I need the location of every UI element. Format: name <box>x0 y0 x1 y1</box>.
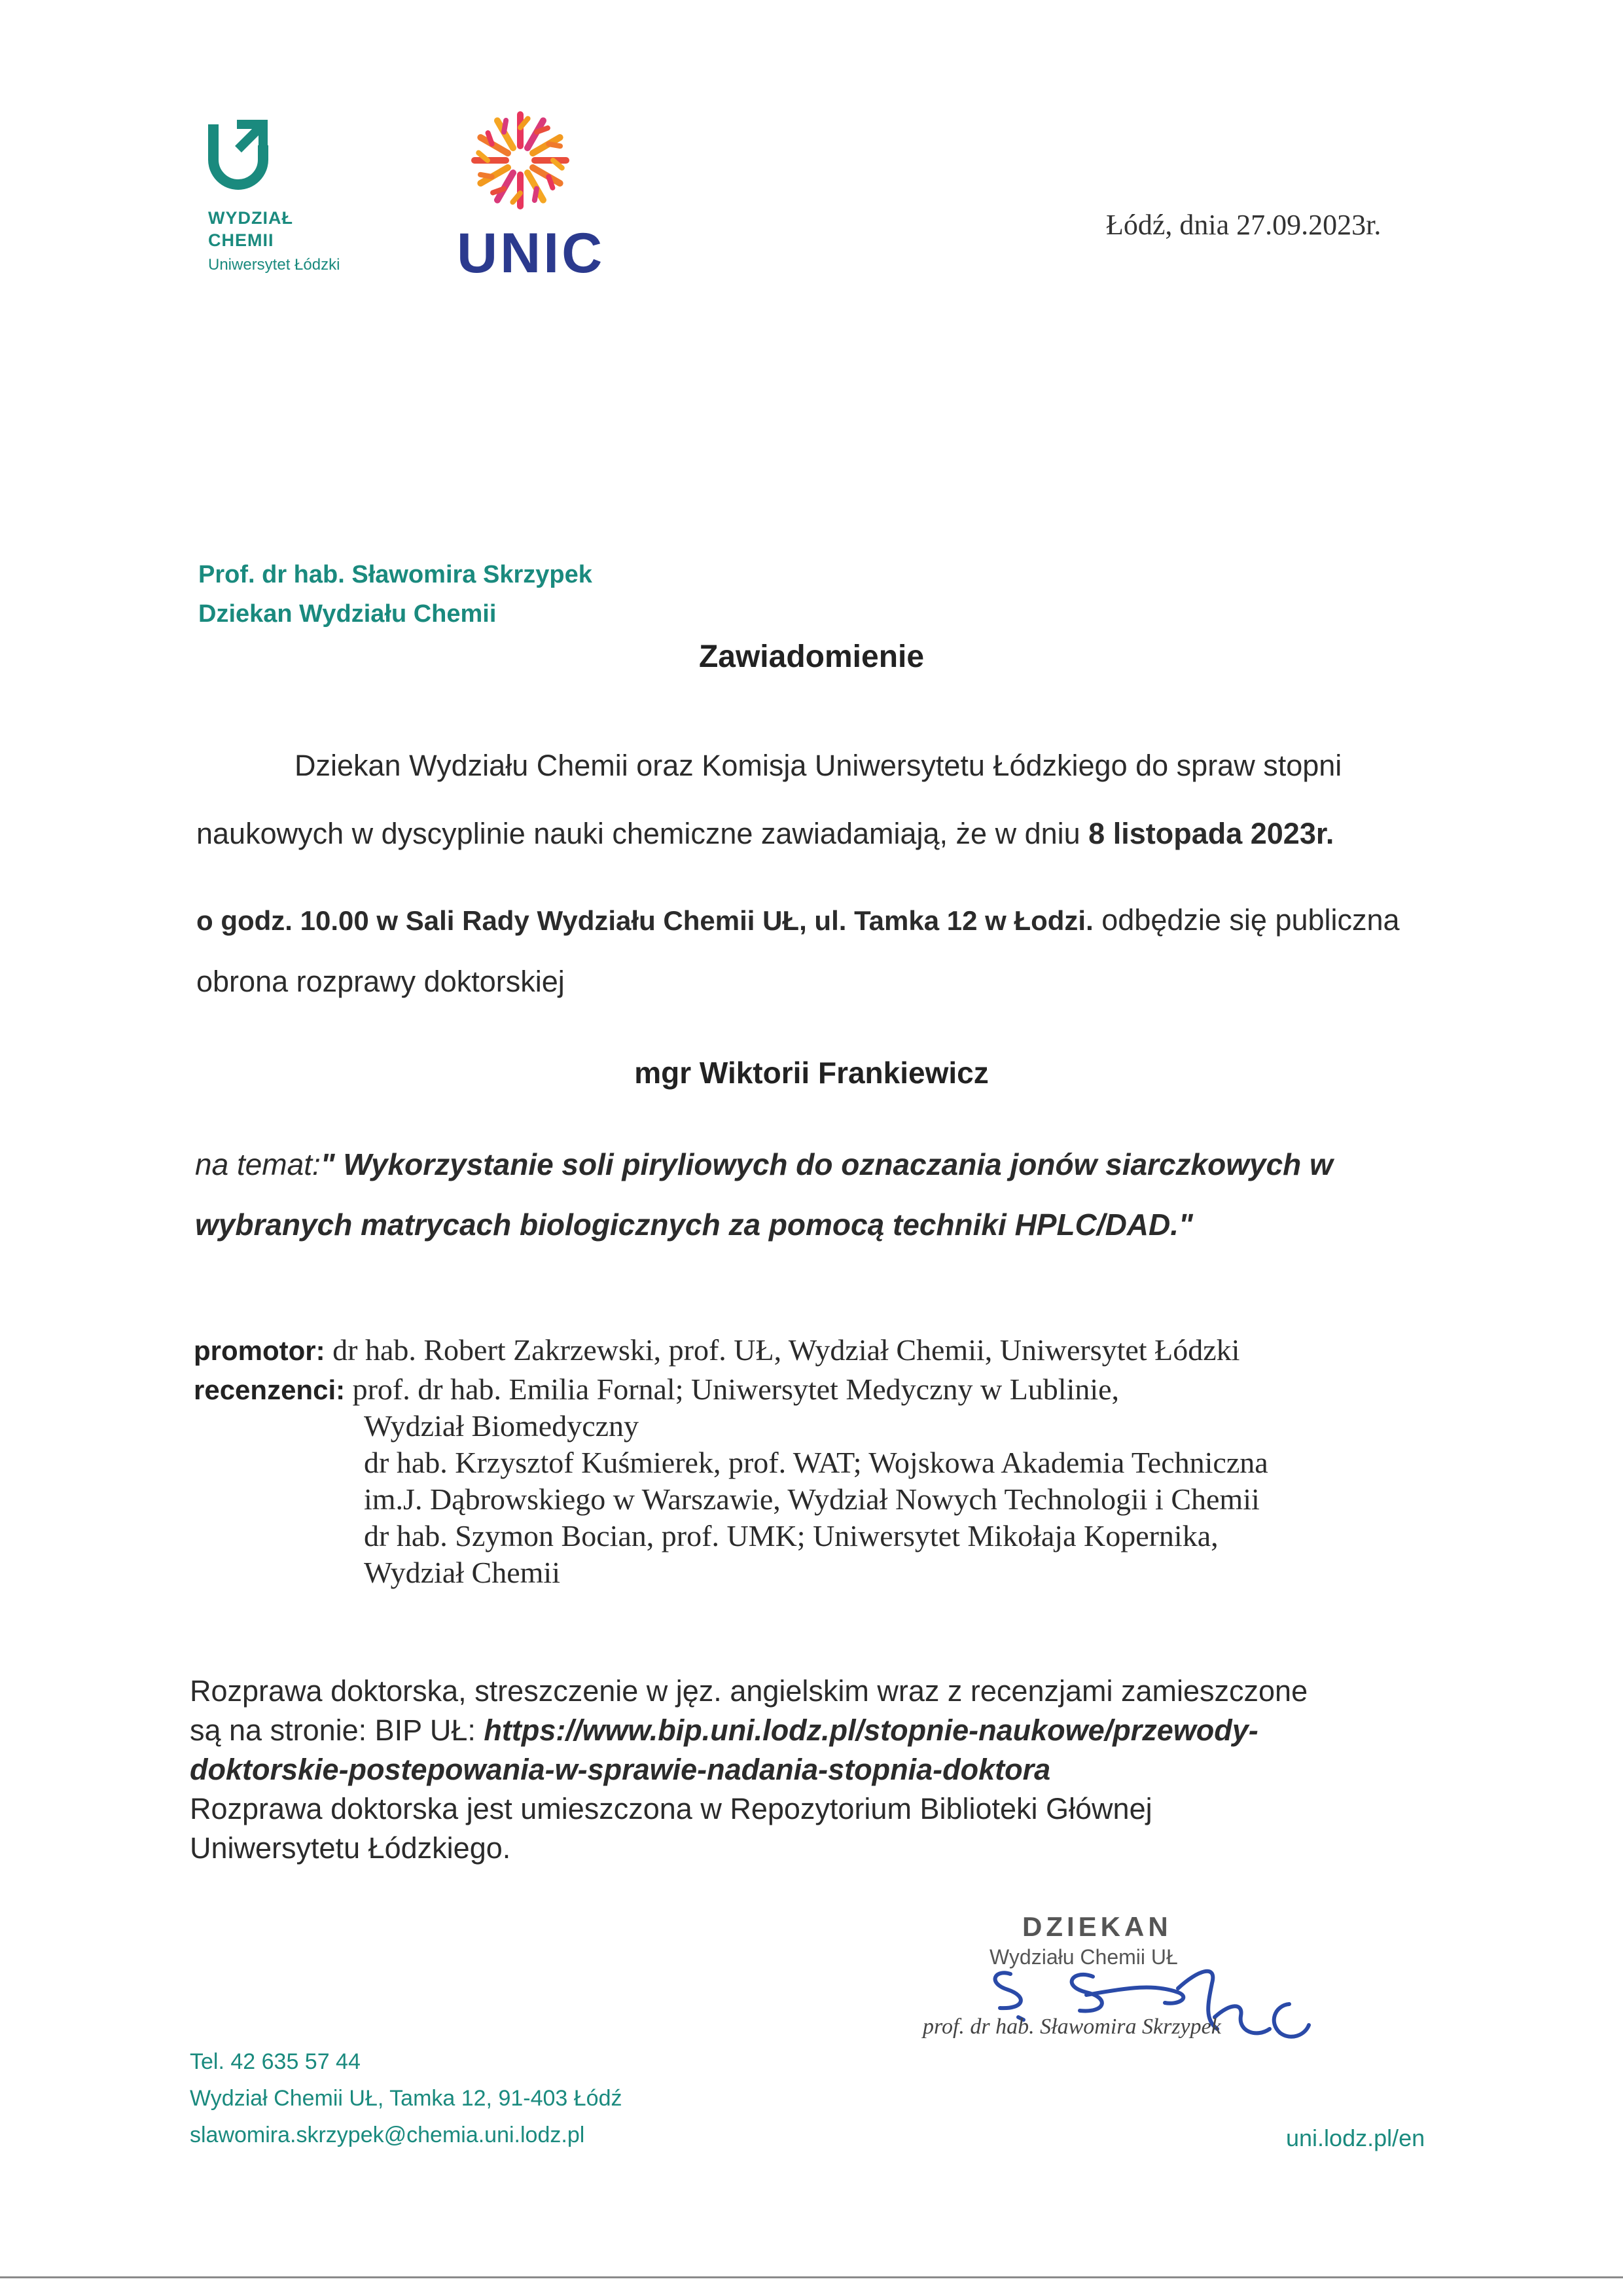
footer-address: Wydział Chemii UŁ, Tamka 12, 91-403 Łódź <box>190 2086 622 2111</box>
topic-title-part-1: " Wykorzystanie soli piryliowych do oznaczania jonów siarczkowych w <box>320 1147 1333 1181</box>
defense-date: 8 listopada 2023r. <box>1088 817 1334 850</box>
unic-starburst-icon <box>458 105 582 216</box>
info-line-2-text: są na stronie: BIP UŁ: <box>190 1713 484 1747</box>
bip-link-cont[interactable]: doktorskie-postepowania-w-sprawie-nadania-stopnia-doktora <box>190 1753 1051 1786</box>
faculty-logo-text <box>208 207 378 276</box>
unic-ray-branch <box>480 175 492 177</box>
addressee <box>198 555 592 634</box>
faculty-logo-line1: WYDZIAŁ <box>208 208 293 228</box>
footer-phone: Tel. 42 635 57 44 <box>190 2049 361 2074</box>
faculty-logo-line2: CHEMII <box>208 230 274 250</box>
footer-email[interactable]: slawomira.skrzypek@chemia.uni.lodz.pl <box>190 2123 585 2147</box>
topic-label: na temat: <box>195 1147 321 1181</box>
topic-title-part-2: wybranych matrycach biologicznych za pomocą techniki HPLC/DAD." <box>195 1208 1193 1242</box>
document-date: Łódź, dnia 27.09.2023r. <box>1106 209 1382 241</box>
reviewer-2-cont: im.J. Dąbrowskiego w Warszawie, Wydział Nowych Technologii i Chemii <box>364 1482 1260 1516</box>
promotor-line <box>194 1333 1240 1367</box>
body-line-3-text: odbędzie się publiczna <box>1093 903 1400 937</box>
reviewers-label: recenzenci: <box>194 1374 346 1405</box>
reviewer-2: dr hab. Krzysztof Kuśmierek, prof. WAT; Wojskowa Akademia Techniczna <box>364 1446 1268 1479</box>
addressee-position: Dziekan Wydziału Chemii <box>198 600 497 628</box>
stamp-name: prof. dr hab. Sławomira Skrzypek <box>923 2015 1221 2039</box>
body-line-1: Dziekan Wydziału Chemii oraz Komisja Uniwersytetu Łódzkiego do spraw stopni <box>294 749 1342 782</box>
topic-line-1 <box>195 1147 1333 1182</box>
reviewers-line-1 <box>194 1372 1119 1407</box>
handwritten-signature <box>982 1957 1322 2062</box>
unic-ray-branch <box>548 144 560 146</box>
info-line-2 <box>190 1713 1258 1748</box>
bip-link[interactable]: https://www.bip.uni.lodz.pl/stopnie-naukowe/przewody- <box>484 1713 1258 1747</box>
info-line-1: Rozprawa doktorska, streszczenie w jęz. angielskim wraz z recenzjami zamieszczone <box>190 1674 1308 1708</box>
stamp-title: DZIEKAN <box>1022 1911 1172 1942</box>
footer-url[interactable]: uni.lodz.pl/en <box>1286 2125 1425 2151</box>
stamp-subtitle: Wydziału Chemii UŁ <box>990 1945 1178 1969</box>
document-title: Zawiadomienie <box>698 639 925 674</box>
body-line-2 <box>196 817 1334 851</box>
candidate-name: mgr Wiktorii Frankiewicz <box>634 1056 989 1090</box>
reviewer-1: prof. dr hab. Emilia Fornal; Uniwersytet Medyczny w Lublinie, <box>345 1372 1120 1406</box>
reviewer-3-cont: Wydział Chemii <box>364 1556 560 1589</box>
unic-logo-text: UNIC <box>457 222 605 285</box>
bottom-scan-edge <box>0 2276 1623 2278</box>
info-line-4: Rozprawa doktorska jest umieszczona w Repozytorium Biblioteki Głównej <box>190 1792 1152 1825</box>
reviewer-3: dr hab. Szymon Bocian, prof. UMK; Uniwersytet Mikołaja Kopernika, <box>364 1519 1219 1552</box>
body-line-2-text: naukowych w dyscyplinie nauki chemiczne zawiadamiają, że w dniu <box>196 817 1089 850</box>
promotor-name: dr hab. Robert Zakrzewski, prof. UŁ, Wydział Chemii, Uniwersytet Łódzki <box>325 1333 1240 1367</box>
faculty-u-arrow-icon <box>208 119 268 191</box>
unic-ray-branch <box>504 120 506 132</box>
body-line-3 <box>196 903 1400 937</box>
defense-time-place: o godz. 10.00 w Sali Rady Wydziału Chemii UŁ, ul. Tamka 12 w Łodzi. <box>196 905 1094 936</box>
addressee-name: Prof. dr hab. Sławomira Skrzypek <box>198 561 592 588</box>
faculty-logo-line3: Uniwersytet Łódzki <box>208 256 340 274</box>
reviewer-1-cont: Wydział Biomedyczny <box>364 1409 639 1443</box>
footer-contact <box>190 2043 622 2153</box>
unic-ray-branch <box>535 188 537 200</box>
promotor-label: promotor: <box>194 1335 325 1366</box>
info-line-5: Uniwersytetu Łódzkiego. <box>190 1831 511 1865</box>
body-line-4: obrona rozprawy doktorskiej <box>196 965 565 998</box>
